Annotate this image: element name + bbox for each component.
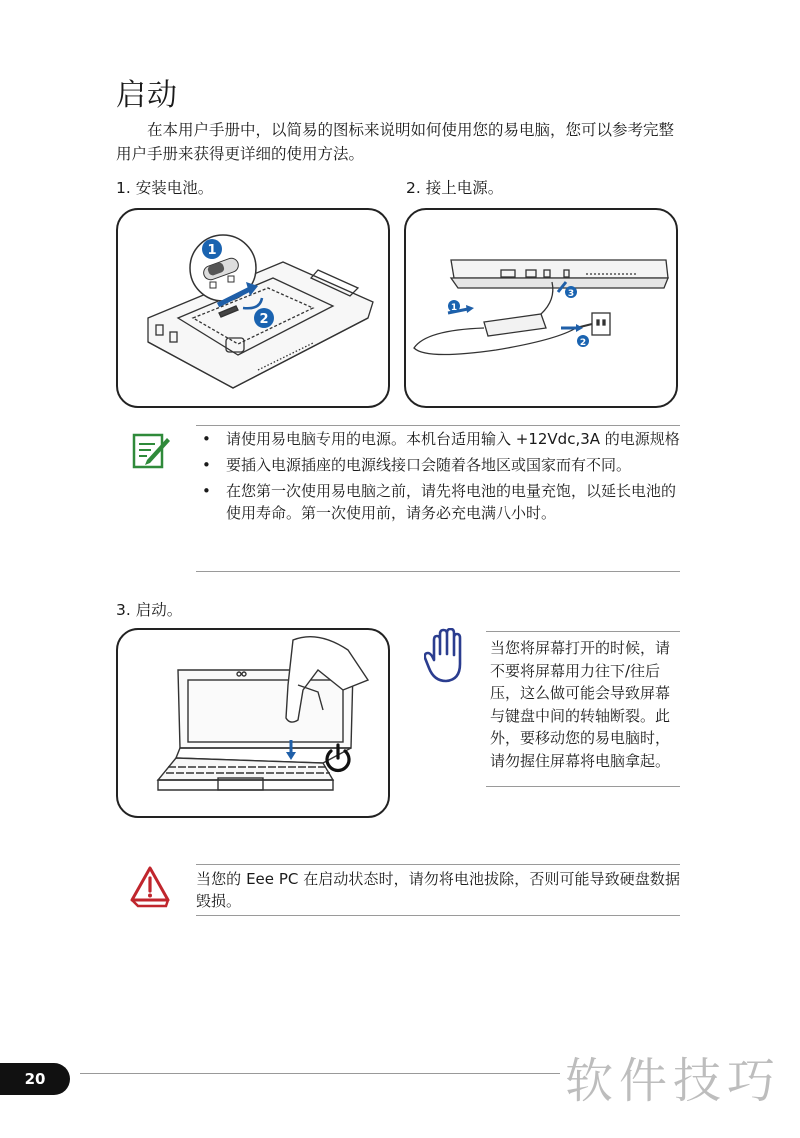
step-power-on: 3. 启动。 xyxy=(116,601,183,619)
notes-list xyxy=(196,428,680,528)
step-connect-power: 2. 接上电源。 xyxy=(406,179,504,197)
battery-illustration xyxy=(116,208,390,408)
callout-power-1: 1 xyxy=(450,303,458,313)
power-adapter-illustration xyxy=(404,208,678,408)
page-number: 20 xyxy=(0,1063,70,1095)
callout-power-2: 2 xyxy=(579,338,587,348)
note-item: • 在您第一次使用易电脑之前，请先将电池的电量充饱，以延长电池的使用寿命。第一次使用前，请务必充电满八小时。 xyxy=(196,480,680,524)
warning-triangle-icon xyxy=(128,864,172,908)
notes-bottom-rule xyxy=(196,571,680,572)
hand-tip-top-rule xyxy=(486,631,680,632)
warning-bottom-rule xyxy=(196,915,680,916)
step-install-battery: 1. 安装电池。 xyxy=(116,179,214,197)
note-item: • 要插入电源插座的电源线接口会随着各地区或国家而有不同。 xyxy=(196,454,680,476)
watermark: 软件技巧 xyxy=(565,1053,782,1109)
intro-paragraph: 在本用户手册中，以简易的图标来说明如何使用您的易电脑，您可以参考完整用户手册来获得更详细的使用方法。 xyxy=(116,121,675,163)
power-on-illustration xyxy=(116,628,390,818)
hand-tip-text: 当您将屏幕打开的时候，请不要将屏幕用力往下/往后压，这么做可能会导致屏幕与键盘中间的转轴断裂。此外，要移动您的易电脑时，请勿握住屏幕将电脑拿起。 xyxy=(490,639,671,770)
notes-top-rule xyxy=(196,425,680,426)
hand-stop-icon xyxy=(424,628,470,684)
note-pencil-icon xyxy=(131,430,171,470)
page-title: 启动 xyxy=(116,78,178,113)
power-icon xyxy=(322,742,354,774)
callout-power-3: 3 xyxy=(567,289,575,299)
callout-1: 1 xyxy=(207,243,217,258)
note-item: • 请使用易电脑专用的电源。本机台适用输入 +12Vdc,3A 的电源规格 xyxy=(196,428,680,450)
warning-top-rule xyxy=(196,864,680,865)
warning-text: 当您的 Eee PC 在启动状态时，请勿将电池拔除，否则可能导致硬盘数据毁损。 xyxy=(196,870,680,910)
footer-rule xyxy=(80,1073,560,1074)
callout-2: 2 xyxy=(259,312,269,327)
hand-tip-bottom-rule xyxy=(486,786,680,787)
